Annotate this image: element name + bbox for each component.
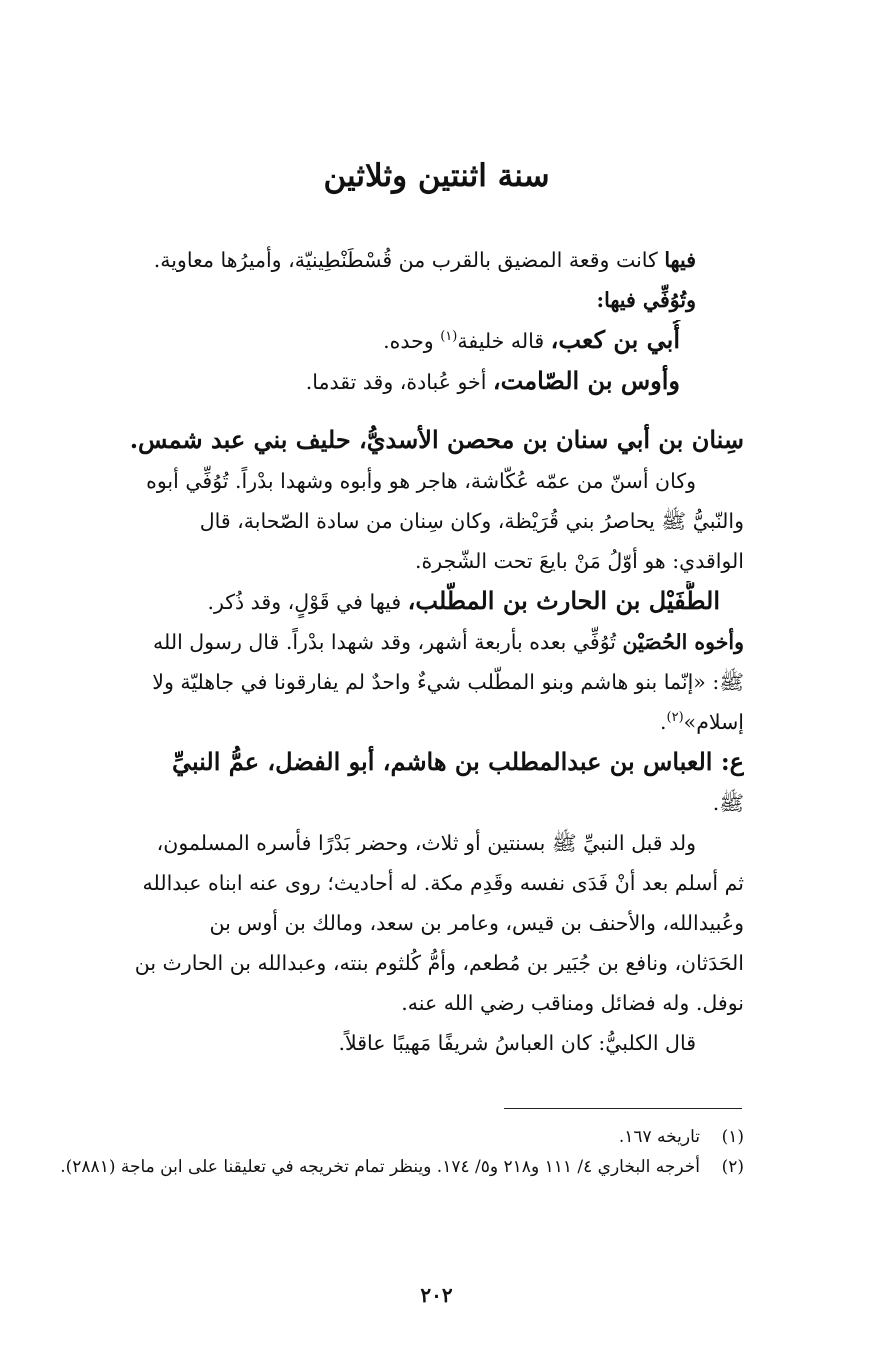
- footnote-text: أخرجه البخاري ٤/ ١١١ و٢١٨ و٥/ ١٧٤. وينظر تمام تخريجه في تعليقنا على ابن ماجة (٢٨٨١).: [60, 1157, 700, 1177]
- footnote-ref: (١): [440, 329, 458, 345]
- footnote-number: (٢): [721, 1157, 744, 1177]
- page-number: ٢٠٢: [420, 1283, 453, 1307]
- main-text: [54, 240, 744, 1063]
- text-span: كانت وقعة المضيق بالقرب من قُسْطَنْطِينيّة، وأميرُها معاوية.: [153, 248, 665, 272]
- paragraph-raid: [54, 240, 744, 280]
- text-span: تُوُفِّي بعده بأربعة أشهر، وقد شهدا بدْراً. قال رسول الله: [153, 630, 623, 654]
- text-line: الحَدَثان، ونافع بن جُبَير بن مُطعم، وأمُّ كُلثوم بنته، وعبدالله بن الحارث بن: [134, 951, 744, 975]
- footnote: [30, 1122, 744, 1152]
- entry-name: ع: العباس بن عبدالمطلب بن هاشم، أبو الفضل، عمُّ النبيِّ: [171, 747, 744, 776]
- entry-name: سِنان بن أبي سنان بن محصن الأسديُّ، حليف بني عبد شمس.: [129, 425, 744, 454]
- entry-tufayl: [54, 581, 744, 622]
- text-span: فيها في قَوْلٍ، وقد ذُكر.: [207, 590, 408, 614]
- text-line: ﷺ: «إنّما بنو هاشم وبنو المطّلب شيءٌ واحدٌ لم يفارقونا في جاهليّة ولا: [152, 670, 744, 694]
- footnote-number: (١): [721, 1127, 744, 1147]
- entry-name: أُبي بن كعب،: [550, 325, 680, 354]
- entry-abbas-heading: [54, 742, 744, 783]
- text-line: وعُبيدالله، والأحنف بن قيس، وعامر بن سعد، ومالك بن أوس بن: [209, 911, 744, 935]
- entry-name: وأوس بن الصّامت،: [492, 366, 680, 395]
- footnote-divider: [504, 1108, 742, 1109]
- text-line: والنّبيُّ ﷺ يحاصرُ بني قُرَيْظة، وكان سِنان من سادة الصّحابة، قال: [199, 509, 744, 533]
- heading-text: وتُوُفِّي فيها:: [596, 288, 696, 312]
- footnotes: [30, 1122, 744, 1182]
- text-span: إسلام»: [683, 710, 744, 734]
- text-line: قال الكلبيُّ: كان العباسُ شريفًا مَهيبًا عاقلاً.: [338, 1031, 696, 1055]
- footnote-text: تاريخه ١٦٧.: [618, 1127, 700, 1147]
- text-line: ولد قبل النبيِّ ﷺ بسنتين أو ثلاث، وحضر بَدْرًا فأسره المسلمون،: [156, 831, 696, 855]
- footnote: [30, 1152, 744, 1182]
- page-title: سنة اثنتين وثلاثين: [323, 158, 550, 194]
- entry-name: وأخوه الحُصَيْن: [622, 630, 744, 654]
- entry-husayn: [54, 622, 744, 662]
- text-line: ﷺ.: [712, 791, 744, 815]
- footnote-ref: (٢): [666, 710, 684, 726]
- entry-ubayy: [54, 320, 744, 361]
- text-line: الواقدي: هو أوّلُ مَنْ بايعَ تحت الشّجرة.: [415, 549, 744, 573]
- text-span: أخو عُبادة، وقد تقدما.: [305, 370, 493, 394]
- lead-word: فيها: [664, 248, 696, 272]
- entry-aws: [54, 361, 744, 402]
- text-span: وحده.: [383, 329, 441, 353]
- entry-sinan-heading: [54, 420, 744, 461]
- deaths-heading: [54, 280, 744, 320]
- entry-name: الطُّفَيْل بن الحارث بن المطّلب،: [407, 586, 720, 615]
- text-span: .: [659, 710, 667, 734]
- text-line: وكان أسنّ من عمّه عُكّاشة، هاجر هو وأبوه وشهدا بدْراً. تُوُفِّي أبوه: [146, 469, 696, 493]
- text-line: نوفل. وله فضائل ومناقب رضي الله عنه.: [401, 991, 744, 1015]
- text-line: ثم أسلم بعد أنْ فَدَى نفسه وقَدِم مكة. له أحاديث؛ روى عنه ابناه عبدالله: [142, 871, 744, 895]
- text-span: قاله خليفة: [457, 329, 551, 353]
- text-line: [54, 702, 744, 742]
